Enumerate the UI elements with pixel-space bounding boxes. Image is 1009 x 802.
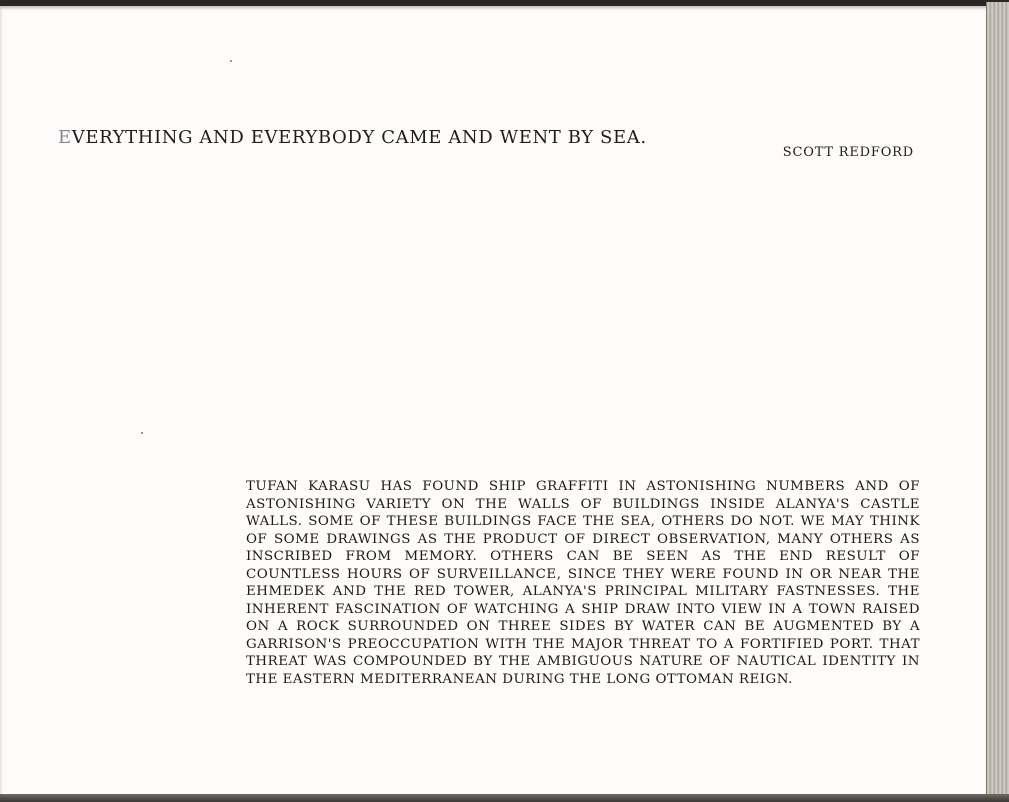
quote-text: VERYTHING AND EVERYBODY CAME AND WENT BY SEA. bbox=[71, 127, 647, 148]
paper-speck bbox=[141, 432, 143, 434]
paper-speck bbox=[230, 60, 232, 62]
book-page bbox=[0, 6, 988, 796]
body-paragraph: TUFAN KARASU HAS FOUND SHIP GRAFFITI IN ASTONISHING NUMBERS AND OF ASTONISHING VARIETY ON THE WALLS OF BUILDINGS INSIDE ALANYA'S CASTLE WALLS. SOME OF THESE BUILDINGS FACE THE SEA, OTHERS DO NOT. WE MAY THINK OF SOME DRAWINGS AS THE PRODUCT OF DIRECT OBSERVATION, MANY OTHERS AS INSCRIBED FROM MEMORY. OTHERS CAN BE SEEN AS THE END RESULT OF COUNTLESS HOURS OF SURVEILLANCE, SINCE THEY WERE FOUND IN OR NEAR THE EHMEDEK AND THE RED TOWER, ALANYA'S PRINCIPAL MILITARY FASTNESSES. THE INHERENT FASCINATION OF WATCHING A SHIP DRAW INTO VIEW IN A TOWN RAISED ON A ROCK SURROUNDED ON THREE SIDES BY WATER CAN BE AUGMENTED BY A GARRISON'S PREOCCUPATION WITH THE MAJOR THREAT TO A FORTIFIED PORT. THAT THREAT WAS COMPOUNDED BY THE AMBIGUOUS NATURE OF NAUTICAL IDENTITY IN THE EASTERN MEDITERRANEAN DURING THE LONG OTTOMAN REIGN. bbox=[246, 479, 920, 687]
page-bottom-shadow bbox=[0, 794, 1009, 802]
page-stack-edge bbox=[986, 2, 1009, 800]
quote-author: SCOTT REDFORD bbox=[782, 145, 914, 160]
epigraph-quote bbox=[58, 127, 647, 148]
quote-initial-letter: E bbox=[58, 127, 72, 148]
